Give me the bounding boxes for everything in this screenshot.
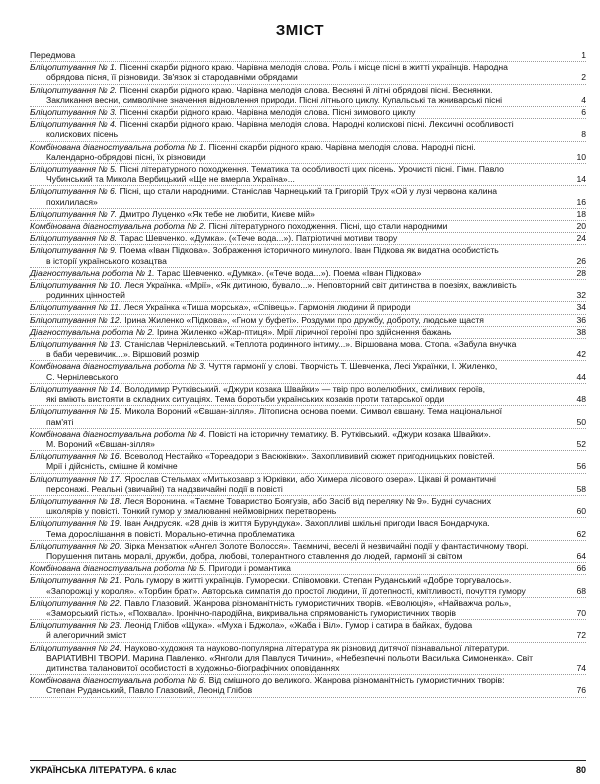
toc-entry-label: Комбінована діагностувальна робота № 1. (30, 141, 207, 152)
toc-entry-title: Тарас Шевченко. «Думка». («Тече вода...»). Патріотичні мотиви твору (119, 233, 398, 244)
toc-entry-label: Комбінована діагностувальна робота № 3. (30, 361, 207, 372)
toc-entry-title: Поема «Іван Підкова». Зображення історичного минулого. Іван Підкова як видатна особистість (119, 245, 499, 256)
toc-entry-page-number: 50 (576, 416, 586, 427)
toc-entry-label: Бліцопитування № 20. (30, 540, 122, 551)
toc-entry[interactable] (30, 302, 586, 314)
toc-entry-title: Павло Глазовий. Жанрова різноманітність гумористичних творів. «Еволюція», «Найважча роль», (124, 597, 512, 608)
toc-entry-page-number: 24 (576, 233, 586, 244)
toc-entry-label: Бліцопитування № 18. (30, 495, 122, 506)
toc-entry-page-number: 20 (576, 221, 586, 232)
toc-entry-text (30, 280, 570, 300)
toc-entry[interactable] (30, 474, 586, 496)
toc-entry-label: Бліцопитування № 5. (30, 164, 118, 175)
toc-entry[interactable] (30, 107, 586, 119)
toc-entry-title: Передмова (30, 50, 76, 60)
toc-entry-title: Ірина Жиленко «Жар-птиця». Мрії ліричної героїні про здійснення бажань (156, 326, 452, 337)
toc-entry-text (30, 233, 570, 243)
toc-entry-continuation: Календарно-обрядові пісні, їх різновиди (46, 151, 206, 162)
toc-entry-label: Комбінована діагностувальна робота № 5. (30, 563, 207, 574)
toc-entry-page-number: 26 (576, 255, 586, 266)
toc-entry[interactable] (30, 315, 586, 327)
toc-entry-page-number: 18 (576, 208, 586, 219)
toc-entry[interactable] (30, 327, 586, 339)
toc-entry-label: Бліцопитування № 17. (30, 473, 122, 484)
toc-entry-continuation: С. Чернілевського (46, 371, 119, 382)
toc-entry[interactable] (30, 245, 586, 267)
toc-entry-text (30, 302, 570, 312)
toc-entry-label: Бліцопитування № 22. (30, 597, 122, 608)
toc-entry-page-number: 36 (576, 314, 586, 325)
toc-entry[interactable] (30, 643, 586, 676)
toc-entry-continuation: Степан Руданський, Павло Глазовий, Леонід Глібов (46, 685, 253, 696)
toc-entry-label: Комбінована діагностувальна робота № 4. (30, 428, 207, 439)
toc-entry-label: Діагностувальна робота № 1. (30, 267, 155, 278)
toc-entry-label: Бліцопитування № 8. (30, 233, 118, 244)
toc-entry-continuation: обрядова пісня, її різновиди. Зв'язок зі стародавніми обрядами (46, 72, 298, 83)
toc-entry-text (30, 315, 570, 325)
toc-entry-page-number: 66 (576, 563, 586, 574)
toc-entry-page-number: 72 (576, 630, 586, 641)
toc-entry-text (30, 361, 570, 381)
toc-entry-label: Бліцопитування № 16. (30, 451, 122, 462)
toc-entry-label: Комбінована діагностувальна робота № 6. (30, 675, 207, 686)
toc-entry-page-number: 70 (576, 607, 586, 618)
toc-entry-text (30, 339, 570, 359)
toc-entry-page-number: 68 (576, 585, 586, 596)
toc-entry-page-number: 42 (576, 349, 586, 360)
toc-entry-continuation: які вміють вистояти в складних ситуаціях. Тема боротьби українських козаків проти татарської орди (46, 394, 445, 405)
toc-entry[interactable] (30, 429, 586, 451)
toc-entry-title: Пісенні скарби рідного краю. Чарівна мелодія слова. Весняні й літні обрядові пісні. Веснянки. (119, 84, 493, 95)
toc-entry-continuation: похилилася» (46, 196, 98, 207)
toc-entry[interactable] (30, 496, 586, 518)
toc-entry[interactable] (30, 119, 586, 141)
toc-entry[interactable] (30, 268, 586, 280)
toc-entry-text (30, 142, 570, 162)
toc-entry[interactable] (30, 62, 586, 84)
toc-entry-label: Бліцопитування № 11. (30, 302, 122, 313)
toc-entry-title: Пісенні скарби рідного краю. Чарівна мелодія слова. Народні колискові пісні. Лексичні особливості (119, 119, 514, 130)
toc-entry-continuation: «Запорожці у короля». «Торбин брат». Авторська симпатія до простої людини, її дотепності, кмітливості, почуття гумору (46, 585, 526, 596)
toc-entry-text (30, 186, 570, 206)
toc-entry-continuation: ВАРІАТИВНІ ТВОРИ. Марина Павленко. «Янголи для Павлуся Тичини», «Небезпечні польоти Василька Симоненка». Світ дитинства талановитої особистості в художньо-біографічних оповіданнях (46, 652, 534, 673)
toc-entry-label: Комбінована діагностувальна робота № 2. (30, 221, 207, 232)
toc-entry[interactable] (30, 142, 586, 164)
toc-entry-title: Леся Українка. «Мрії», «Як дитиною, бувало...». Неповторний світ дитинства в поезіях, важливість (124, 280, 517, 291)
toc-entry-continuation: в баби черевичик...». Віршовий розмір (46, 349, 200, 360)
toc-entry-text (30, 406, 570, 426)
toc-entry-label: Бліцопитування № 6. (30, 186, 118, 197)
toc-entry-page-number: 38 (576, 326, 586, 337)
toc-entry[interactable] (30, 85, 586, 107)
toc-entry-page-number: 16 (576, 196, 586, 207)
toc-entry[interactable] (30, 280, 586, 302)
toc-entry-page-number: 10 (576, 151, 586, 162)
toc-entry[interactable] (30, 233, 586, 245)
toc-entry[interactable] (30, 518, 586, 540)
toc-entry[interactable] (30, 598, 586, 620)
toc-entry-label: Діагностувальна робота № 2. (30, 326, 155, 337)
toc-entry-page-number: 64 (576, 550, 586, 561)
toc-entry-continuation: в історії українського козацтва (46, 255, 167, 266)
toc-entry-continuation: школярів у повісті. Тонкий гумор у змалюванні неймовірних перетворень (46, 506, 337, 517)
toc-entry-title: Роль гумору в житті українців. Гуморески. Співомовки. Степан Руданський «Добре торгувалось». (124, 575, 512, 586)
toc-entry-text (30, 209, 570, 219)
footer-book-title: УКРАЇНСЬКА ЛІТЕРАТУРА. 6 клас (30, 765, 177, 775)
toc-entry-page-number: 8 (581, 129, 586, 140)
footer-page-number: 80 (575, 765, 586, 775)
toc-entry-page-number: 28 (576, 267, 586, 278)
toc-entry[interactable] (30, 50, 586, 62)
toc-entry-page-number: 74 (576, 662, 586, 673)
toc-entry-text (30, 384, 570, 404)
toc-entry-title: Пісні, що стали народними. Станіслав Чарнецький та Григорій Трух «Ой у лузі червона калина (119, 186, 498, 197)
toc-entry-title: Всеволод Нестайко «Тореадори з Васюківки». Захоплививий сюжет пригодницьких повістей. (124, 451, 495, 462)
toc-entry-text (30, 496, 570, 516)
toc-entry-label: Бліцопитування № 13. (30, 339, 122, 350)
toc-entry-text (30, 620, 570, 640)
toc-entry-page-number: 76 (576, 685, 586, 696)
toc-entry-continuation: Закликання весни, символічне значення відновлення природи. Пісні літнього циклу. Купальські та жниварські пісні (46, 94, 503, 105)
toc-entry-title: Пісні літературного походження. Тематика та особливості цих пісень. Урочисті пісні. Гімн. Павло (119, 164, 504, 175)
toc-entry-title: Леся Українка «Тиша морська», «Співець». Гармонія людини й природи (123, 302, 411, 313)
toc-entry[interactable] (30, 675, 586, 697)
toc-entry[interactable] (30, 620, 586, 642)
toc-entry-page-number: 2 (581, 72, 586, 83)
toc-entry-continuation: родинних цінностей (46, 290, 125, 301)
toc-entry[interactable] (30, 384, 586, 406)
toc-entry-text (30, 107, 570, 117)
toc-entry-page-number: 60 (576, 506, 586, 517)
toc-entry-page-number: 48 (576, 394, 586, 405)
toc-entry-continuation: Чубинський та Микола Вербицький «Ще не вмерла Україна»... (46, 174, 295, 185)
toc-entry-title: Пісенні скарби рідного краю. Чарівна мелодія слова. Народні пісні. (208, 141, 476, 152)
toc-entry-title: Від смішного до великого. Жанрова різноманітність гумористичних творів: (208, 675, 505, 686)
toc-entry-continuation: пам'яті (46, 416, 74, 427)
toc-entry-text (30, 85, 570, 105)
toc-entry[interactable] (30, 164, 586, 186)
toc-entry[interactable] (30, 209, 586, 221)
toc-entry-page-number: 62 (576, 528, 586, 539)
toc-entry-text (30, 327, 570, 337)
toc-entry-title: Повісті на історичну тематику. В. Рутківський. «Джури козака Швайки». (208, 428, 491, 439)
toc-entry-page-number: 58 (576, 483, 586, 494)
toc-entry-continuation: Мрії і дійсність, смішне й комічне (46, 461, 178, 472)
toc-entry-title: Леся Воронина. «Таємне Товариство Боягузів, або Засіб від переляку № 9». Будні сучасних (124, 495, 492, 506)
toc-entry-label: Бліцопитування № 3. (30, 107, 118, 118)
toc-entry-page-number: 32 (576, 290, 586, 301)
toc-entry-text (30, 164, 570, 184)
page-title: ЗМІСТ (275, 22, 325, 39)
toc-entry-title: Пісенні скарби рідного краю. Чарівна мелодія слова. Пісні зимового циклу (119, 107, 416, 118)
toc-entry-text (30, 575, 570, 595)
toc-entry[interactable] (30, 361, 586, 383)
toc-entry-title: Станіслав Чернілевський. «Теплота родинного інтиму...». Віршована мова. Стопа. «Забула внучка (124, 339, 517, 350)
toc-entry-text (30, 245, 570, 265)
toc-entry[interactable] (30, 406, 586, 428)
toc-entry-title: Іван Андрусяк. «28 днів із життя Бурундука». Захоплливі шкільні пригоди Івася Бондарчука. (124, 518, 490, 529)
toc-entry-title: Пісні літературного походження. Пісні, що стали народними (208, 221, 448, 232)
toc-entry-text (30, 268, 570, 278)
toc-entry-continuation: «Заморський гість», «Похвала». Іронічно-пародійна, викривальна спрямованість гумористичних творів (46, 607, 456, 618)
table-of-contents (30, 50, 586, 698)
toc-entry-text (30, 221, 570, 231)
toc-entry-page-number: 44 (576, 371, 586, 382)
toc-entry-text (30, 675, 570, 695)
toc-entry-label: Бліцопитування № 21. (30, 575, 122, 586)
toc-entry-label: Бліцопитування № 12. (30, 314, 122, 325)
toc-entry-continuation: й алегоричний зміст (46, 630, 127, 641)
toc-entry-page-number: 6 (581, 107, 586, 118)
toc-entry-page-number: 52 (576, 438, 586, 449)
toc-entry-title: Володимир Рутківський. «Джури козака Швайки» — твір про волелюбних, сміливих героїв, (124, 383, 486, 394)
toc-entry-page-number: 4 (581, 94, 586, 105)
toc-entry-continuation: колискових пісень (46, 129, 119, 140)
toc-entry-label: Бліцопитування № 23. (30, 620, 122, 631)
toc-entry-text (30, 643, 570, 674)
toc-entry-text (30, 119, 570, 139)
toc-entry-title: Науково-художня та науково-популярна література як різновид дитячої пізнавальної літератури. (124, 642, 510, 653)
toc-entry-page-number: 1 (581, 50, 586, 60)
toc-entry-text (30, 541, 570, 561)
toc-entry[interactable] (30, 451, 586, 473)
toc-entry-text (30, 429, 570, 449)
toc-entry-text (30, 451, 570, 471)
toc-entry[interactable] (30, 575, 586, 597)
toc-entry-title: Ірина Жиленко «Підкова», «Гном у буфеті». Роздуми про дружбу, доброту, людське щастя (124, 314, 484, 325)
toc-entry[interactable] (30, 221, 586, 233)
toc-entry[interactable] (30, 186, 586, 208)
toc-entry-label: Бліцопитування № 24. (30, 642, 122, 653)
toc-entry-page-number: 34 (576, 302, 586, 313)
toc-entry-text (30, 50, 570, 60)
toc-entry-title: Тарас Шевченко. «Думка». («Тече вода...»). Поема «Іван Підкова» (156, 267, 422, 278)
toc-entry-page-number: 14 (576, 174, 586, 185)
toc-entry-label: Бліцопитування № 7. (30, 208, 118, 219)
toc-entry[interactable] (30, 541, 586, 563)
page-footer (30, 760, 586, 775)
toc-entry-page-number: 56 (576, 461, 586, 472)
toc-entry-continuation: персонажі. Реальні (звичайні) та надзвичайні події в повісті (46, 483, 283, 494)
toc-entry-label: Бліцопитування № 4. (30, 119, 118, 130)
toc-entry-title: Микола Вороний «Євшан-зілля». Літописна основа поеми. Символ євшану. Тема національної (124, 406, 503, 417)
toc-entry-label: Бліцопитування № 2. (30, 84, 118, 95)
toc-entry-label: Бліцопитування № 10. (30, 280, 122, 291)
toc-entry-label: Бліцопитування № 9. (30, 245, 118, 256)
toc-entry-continuation: Порушення питань моралі, дружби, добра, любові, толерантного ставлення до людей, гармонії зі світом (46, 550, 463, 561)
toc-entry-text (30, 474, 570, 494)
toc-entry-title: Чуття гармонії у слові. Творчість Т. Шевченка, Лесі Українки, І. Жиленко, (208, 361, 498, 372)
toc-entry-title: Зірка Мензатюк «Ангел Золоте Волосся». Таємничі, веселі й незвичайні події у фантастичному творі. (124, 540, 529, 551)
toc-entry-label: Бліцопитування № 1. (30, 62, 118, 73)
toc-entry-continuation: Тема дорослішання в повісті. Морально-етична проблематика (46, 528, 295, 539)
toc-entry-title: Пригоди і романтика (208, 563, 291, 574)
toc-entry-label: Бліцопитування № 15. (30, 406, 122, 417)
toc-entry[interactable] (30, 563, 586, 575)
toc-entry-text (30, 62, 570, 82)
toc-entry-title: Леонід Глібов «Щука». «Муха і Бджола», «Жаба і Віл». Гумор і сатира в байках, будова (124, 620, 473, 631)
toc-entry-continuation: М. Вороний «Євшан-зілля» (46, 438, 155, 449)
toc-entry-title: Дмитро Луценко «Як тебе не любити, Києве мій» (119, 208, 315, 219)
toc-entry-title: Пісенні скарби рідного краю. Чарівна мелодія слова. Роль і місце пісні в житті українців. Народна (119, 62, 508, 73)
toc-entry[interactable] (30, 339, 586, 361)
toc-entry-text (30, 518, 570, 538)
toc-entry-text (30, 598, 570, 618)
toc-entry-label: Бліцопитування № 19. (30, 518, 122, 529)
toc-entry-text (30, 563, 570, 573)
toc-entry-title: Ярослав Стельмах «Митькозавр з Юрківки, або Химера лісового озера». Цікаві й романтичні (124, 473, 496, 484)
toc-entry-label: Бліцопитування № 14. (30, 383, 122, 394)
